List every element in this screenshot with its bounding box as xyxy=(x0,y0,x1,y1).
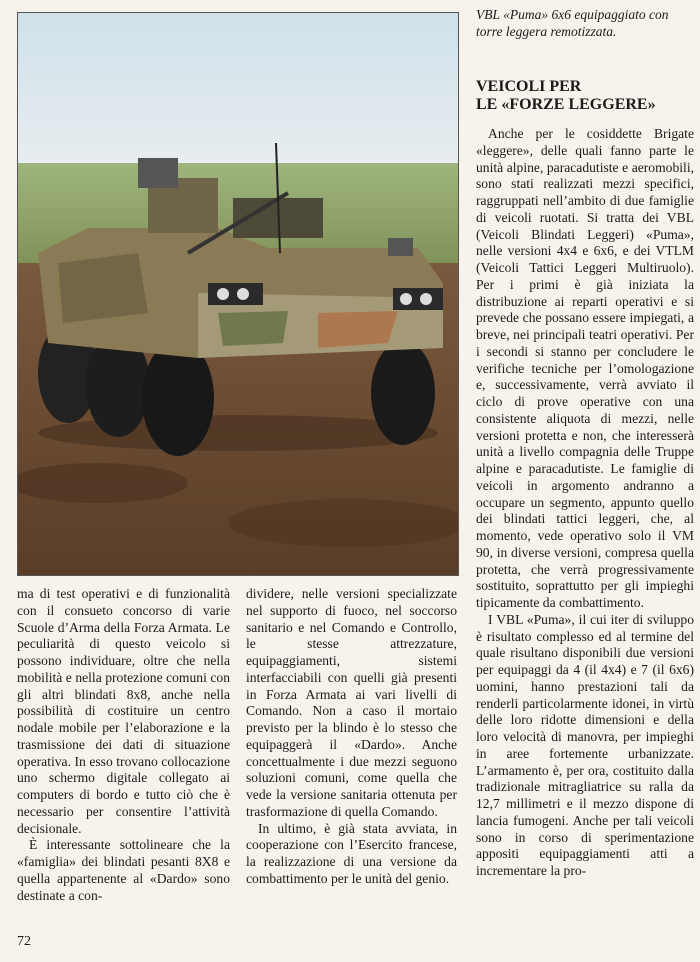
article-column-right xyxy=(476,78,694,880)
right-body-text xyxy=(476,126,694,880)
paragraph: ma di test operativi e di funzionalità con il consueto concorso di varie Scuole d’Arma della Forza Armata. Le peculiarità di questo veicolo si possono individuare, oltre che nella mobilità e nella protezione comuni con gli altri blindati 8x8, anche nella possibilità di costituire un centro nodale mobile per l’elaborazione e la trasmissione dei dati di situazione operativa. In esso trovano collocazione uno schermo digitale collegato ai computers di bordo e tutto ciò che è necessario per consentire l’attività decisionale. xyxy=(17,586,230,836)
paragraph: In ultimo, è già stata avviata, in cooperazione con l’Esercito francese, la realizzazione di una versione da combattimento per le unità del genio. xyxy=(246,820,457,886)
section-title xyxy=(476,78,694,114)
article-column-left xyxy=(17,586,230,904)
paragraph: I VBL «Puma», il cui iter di sviluppo è risultato complesso ed al termine del quale risultano disponibili due versioni per equipaggi da 4 (il 4x4) e 7 (il 6x6) uomini, hanno prestazioni tali da renderli particolarmente idonei, in virtù delle loro ridotte dimensioni e della loro velocità di manovra, per impieghi in aree fortemente urbanizzate. L’armamento è, per ora, costituito dalla tradizionale mitragliatrice su ralla da 12,7 millimetri e il mezzo dispone di lancia fumogeni. Anche per tali veicoli sono in corso di sperimentazione appositi equipaggiamenti atti a incrementare la pro- xyxy=(476,611,694,878)
section-title-line: LE «FORZE LEGGERE» xyxy=(476,96,656,113)
paragraph: dividere, nelle versioni specializzate nel supporto di fuoco, nel soccorso sanitario e nel Comando e Controllo, le stesse attrezzature, equipaggiamenti, sistemi interfacciabili con quelli già presenti in Forza Armata ai vari livelli di Comando. Non a caso il mortaio previsto per la blindo è lo stesso che equipaggerà il «Dardo». Anche concettualmente i due mezzi seguono soluzioni comuni, come quella che vede la versione sanitaria ottenuta per trasformazione di quella Comando. xyxy=(246,586,457,819)
section-title-line: VEICOLI PER xyxy=(476,78,582,95)
paragraph: Anche per le cosiddette Brigate «leggere», delle quali fanno parte le unità alpine, paracadutiste e aeromobili, sono stati realizzati mezzi specifici, raggruppati nell’ambito di due famiglie di veicoli ruotati. Si tratta dei VBL (Veicoli Blindati Leggeri) «Puma», nelle versioni 4x4 e 6x6, e dei VTLM (Veicoli Tattici Leggeri Multiruolo). Per i primi è già iniziata la distribuzione ai reparti operativi e si prevede che possano essere impiegati, a breve, nei principali teatri operativi. Per i secondi si stanno per concludere le verifiche tecniche per l’omologazione e, successivamente, verrà avviato il ciclo di prove operative con una consistente aliquota di mezzi, nelle versioni protetta e non, che interesserà unità a livello compagnia delle Truppe alpine e paracadutiste. Le famiglie di veicoli in argomento andranno a occupare un segmento, appunto quello dei blindati tattici leggeri, che, al momento, vede operativo solo il VM 90, in diverse versioni, compresa quella protetta, che verrà progressivamente sostituito, soprattutto per gli impieghi tipicamente da combattimento. xyxy=(476,126,694,610)
page-number: 72 xyxy=(17,934,31,949)
vehicle-photo xyxy=(17,12,459,576)
article-column-middle xyxy=(246,586,457,888)
photo-caption: VBL «Puma» 6x6 equipaggiato con torre leggera remotizzata. xyxy=(476,7,669,39)
paragraph: È interessante sottolineare che la «famiglia» dei blindati pesanti 8X8 e quella appartenente al «Dardo» sono destinate a con- xyxy=(17,837,230,903)
